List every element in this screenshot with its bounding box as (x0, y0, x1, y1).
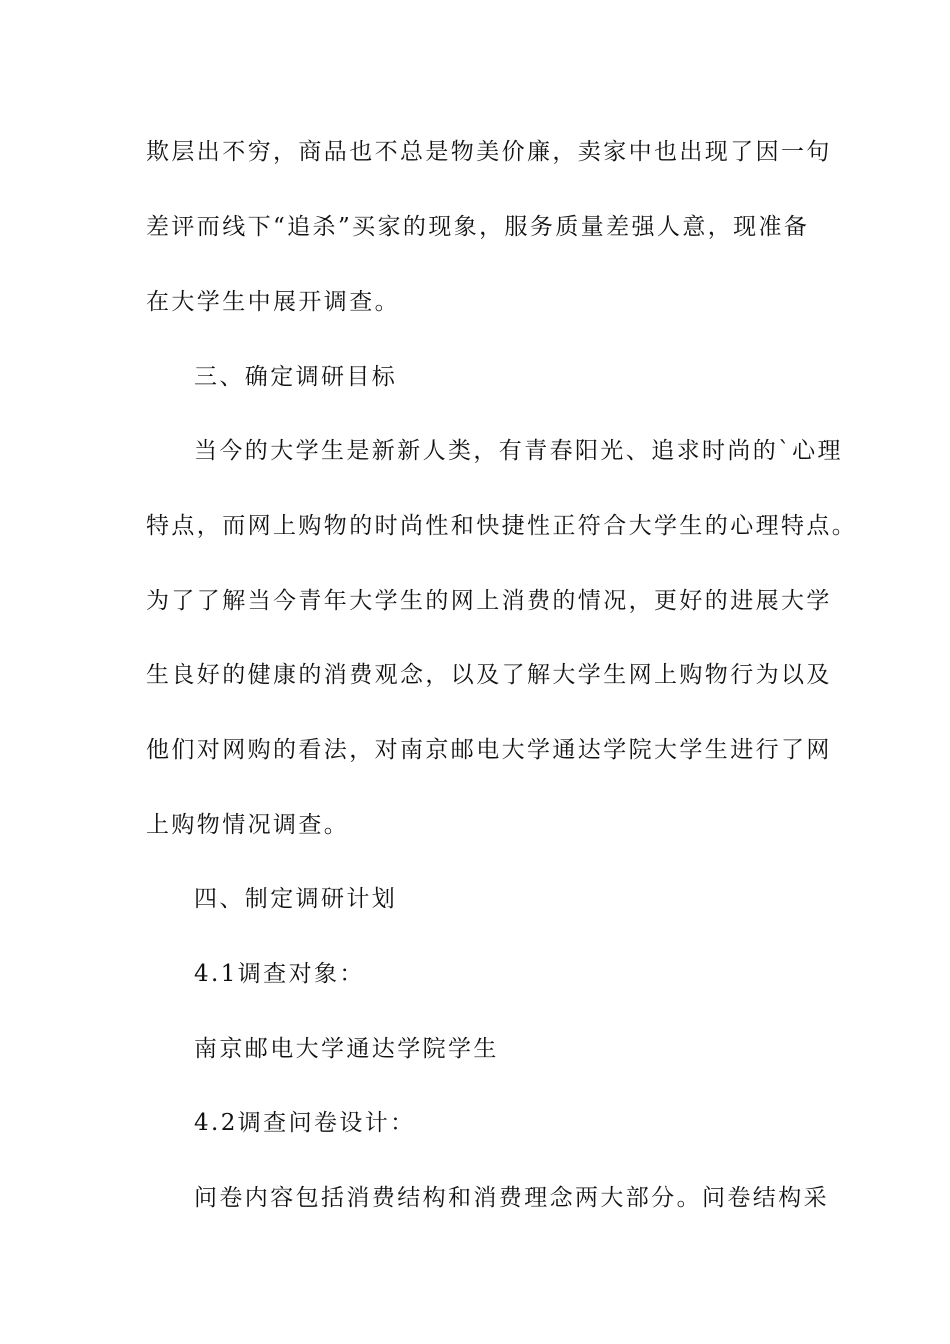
paragraph-line: 欺层出不穷，商品也不总是物美价廉，卖家中也出现了因一句 (146, 139, 832, 165)
paragraph-line: 他们对网购的看法，对南京邮电大学通达学院大学生进行了网 (146, 737, 832, 763)
subsection-heading: 4.2调查问卷设计： (194, 1110, 416, 1136)
paragraph-line: 南京邮电大学通达学院学生 (194, 1036, 499, 1062)
paragraph-line: 上购物情况调查。 (146, 812, 350, 838)
paragraph-line: 在大学生中展开调查。 (146, 289, 400, 315)
section-heading: 三、确定调研目标 (194, 364, 398, 390)
paragraph-line: 生良好的健康的消费观念，以及了解大学生网上购物行为以及 (146, 662, 832, 688)
paragraph-line: 当今的大学生是新新人类，有青春阳光、追求时尚的`心理 (194, 438, 843, 464)
section-heading: 四、制定调研计划 (194, 886, 398, 912)
paragraph-line: 问卷内容包括消费结构和消费理念两大部分。问卷结构采 (194, 1185, 829, 1211)
paragraph-line: 差评而线下“追杀”买家的现象，服务质量差强人意，现准备 (146, 214, 810, 240)
subsection-heading: 4.1调查对象： (194, 961, 365, 987)
paragraph-line: 特点，而网上购物的时尚性和快捷性正符合大学生的心理特点。 (146, 513, 858, 539)
paragraph-line: 为了了解当今青年大学生的网上消费的情况，更好的进展大学 (146, 588, 832, 614)
